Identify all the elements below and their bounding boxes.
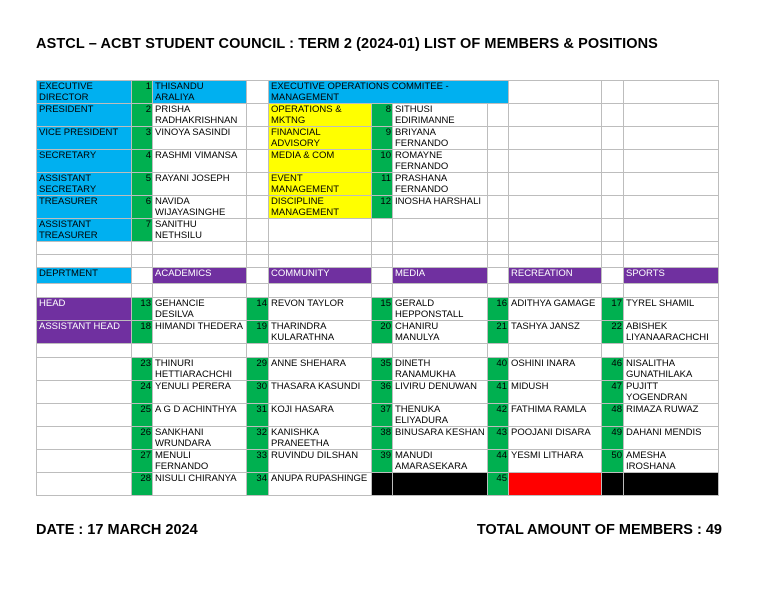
total-members-text: TOTAL AMOUNT OF MEMBERS : 49	[476, 522, 722, 538]
member-number: 48	[602, 404, 624, 427]
member-number: 35	[372, 358, 393, 381]
member-name: ANNE SHEHARA	[269, 358, 372, 381]
position-cell: SECRETARY	[37, 150, 132, 173]
assistant-head-row	[37, 321, 719, 344]
member-number: 12	[372, 196, 393, 219]
member-number: 50	[602, 450, 624, 473]
member-number: 18	[132, 321, 153, 344]
table-row	[37, 104, 719, 127]
table-row	[37, 219, 719, 242]
member-number: 43	[488, 427, 509, 450]
member-number: 46	[602, 358, 624, 381]
member-number: 26	[132, 427, 153, 450]
member-name: NISALITHA GUNATHILAKA	[624, 358, 719, 381]
position-cell: TREASURER	[37, 196, 132, 219]
member-name: RUVINDU DILSHAN	[269, 450, 372, 473]
member-number: 7	[132, 219, 153, 242]
member-name: PRASHANA FERNANDO	[393, 173, 488, 196]
member-number: 45	[488, 473, 509, 496]
member-number: 37	[372, 404, 393, 427]
member-name: TASHYA JANSZ	[509, 321, 602, 344]
empty-slot	[624, 473, 719, 496]
position-cell: MEDIA & COM	[269, 150, 372, 173]
empty-slot	[393, 473, 488, 496]
position-cell: EXECUTIVE DIRECTOR	[37, 81, 132, 104]
member-number: 40	[488, 358, 509, 381]
member-name: THASARA KASUNDI	[269, 381, 372, 404]
member-number: 20	[372, 321, 393, 344]
position-cell: EVENT MANAGEMENT	[269, 173, 372, 196]
member-number: 1	[132, 81, 153, 104]
member-number: 6	[132, 196, 153, 219]
position-cell: OPERATIONS & MKTNG	[269, 104, 372, 127]
member-name: MENULI FERNANDO	[153, 450, 247, 473]
member-name: DAHANI MENDIS	[624, 427, 719, 450]
member-number: 28	[132, 473, 153, 496]
member-name: OSHINI INARA	[509, 358, 602, 381]
table-row	[37, 473, 719, 496]
member-number: 47	[602, 381, 624, 404]
member-name: PUJITT YOGENDRAN	[624, 381, 719, 404]
member-number: 17	[602, 298, 624, 321]
department-community: COMMUNITY	[269, 268, 372, 284]
table-row	[37, 127, 719, 150]
management-header: EXECUTIVE OPERATIONS COMMITEE - MANAGEMENT	[269, 81, 509, 104]
member-number: 16	[488, 298, 509, 321]
member-number: 41	[488, 381, 509, 404]
member-name: VINOYA SASINDI	[153, 127, 247, 150]
member-name: ABISHEK LIYANAARACHCHI	[624, 321, 719, 344]
assistant-head-label: ASSISTANT HEAD	[37, 321, 132, 344]
member-number: 8	[372, 104, 393, 127]
member-number: 42	[488, 404, 509, 427]
member-number: 36	[372, 381, 393, 404]
member-name: ROMAYNE FERNANDO	[393, 150, 488, 173]
table-row	[37, 196, 719, 219]
member-name: MIDUSH	[509, 381, 602, 404]
member-number: 38	[372, 427, 393, 450]
member-number: 19	[247, 321, 269, 344]
member-number: 30	[247, 381, 269, 404]
page-title: ASTCL – ACBT STUDENT COUNCIL : TERM 2 (2024-01) LIST OF MEMBERS & POSITIONS	[36, 36, 658, 52]
member-name: DINETH RANAMUKHA	[393, 358, 488, 381]
department-recreation: RECREATION	[509, 268, 602, 284]
member-name: RAYANI JOSEPH	[153, 173, 247, 196]
member-number: 25	[132, 404, 153, 427]
member-number: 14	[247, 298, 269, 321]
head-label: HEAD	[37, 298, 132, 321]
table-row	[37, 150, 719, 173]
member-number: 31	[247, 404, 269, 427]
member-number: 32	[247, 427, 269, 450]
member-name: INOSHA HARSHALI	[393, 196, 488, 219]
member-number: 15	[372, 298, 393, 321]
position-cell: ASSISTANT SECRETARY	[37, 173, 132, 196]
member-number: 44	[488, 450, 509, 473]
member-number: 33	[247, 450, 269, 473]
member-name: RASHMI VIMANSA	[153, 150, 247, 173]
member-name: KOJI HASARA	[269, 404, 372, 427]
position-cell: FINANCIAL ADVISORY	[269, 127, 372, 150]
member-name: YENULI PERERA	[153, 381, 247, 404]
member-name: SANITHU NETHSILU	[153, 219, 247, 242]
member-number: 34	[247, 473, 269, 496]
member-number: 9	[372, 127, 393, 150]
department-sports: SPORTS	[624, 268, 719, 284]
table-row	[37, 173, 719, 196]
member-name: HIMANDI THEDERA	[153, 321, 247, 344]
table-row	[37, 381, 719, 404]
position-cell: VICE PRESIDENT	[37, 127, 132, 150]
empty-slot	[372, 473, 393, 496]
member-name: GEHANCIE DESILVA	[153, 298, 247, 321]
member-name: THENUKA ELIYADURA	[393, 404, 488, 427]
member-name: ANUPA RUPASHINGE	[269, 473, 372, 496]
member-number: 24	[132, 381, 153, 404]
member-name: BINUSARA KESHAN	[393, 427, 488, 450]
member-number: 39	[372, 450, 393, 473]
member-name: MANUDI AMARASEKARA	[393, 450, 488, 473]
member-name: LIVIRU DENUWAN	[393, 381, 488, 404]
member-name: REVON TAYLOR	[269, 298, 372, 321]
member-number: 22	[602, 321, 624, 344]
position-cell: ASSISTANT TREASURER	[37, 219, 132, 242]
member-number: 2	[132, 104, 153, 127]
member-name: GERALD HEPPONSTALL	[393, 298, 488, 321]
member-name: RIMAZA RUWAZ	[624, 404, 719, 427]
member-number: 5	[132, 173, 153, 196]
member-number: 11	[372, 173, 393, 196]
member-name: NAVIDA WIJAYASINGHE	[153, 196, 247, 219]
member-number: 10	[372, 150, 393, 173]
member-number: 27	[132, 450, 153, 473]
table-row	[37, 450, 719, 473]
member-number: 29	[247, 358, 269, 381]
department-academics: ACADEMICS	[153, 268, 247, 284]
member-name: BRIYANA FERNANDO	[393, 127, 488, 150]
table-row	[37, 427, 719, 450]
member-name: SANKHANI WRUNDARA	[153, 427, 247, 450]
member-name: POOJANI DISARA	[509, 427, 602, 450]
member-name: ADITHYA GAMAGE	[509, 298, 602, 321]
member-number: 21	[488, 321, 509, 344]
member-name: THARINDRA KULARATHNA	[269, 321, 372, 344]
member-number: 4	[132, 150, 153, 173]
member-name: CHANIRU MANULYA	[393, 321, 488, 344]
position-cell: PRESIDENT	[37, 104, 132, 127]
member-number: 13	[132, 298, 153, 321]
department-header-row	[37, 268, 719, 284]
department-media: MEDIA	[393, 268, 488, 284]
member-name: NISULI CHIRANYA	[153, 473, 247, 496]
member-number: 23	[132, 358, 153, 381]
table-row	[37, 358, 719, 381]
table-row	[37, 404, 719, 427]
members-table	[36, 80, 719, 496]
member-name: THINURI HETTIARACHCHI	[153, 358, 247, 381]
member-number: 3	[132, 127, 153, 150]
department-label: DEPRTMENT	[37, 268, 132, 284]
date-text: DATE : 17 MARCH 2024	[36, 522, 198, 538]
member-name: THISANDU ARALIYA	[153, 81, 247, 104]
member-name: FATHIMA RAMLA	[509, 404, 602, 427]
member-number: 49	[602, 427, 624, 450]
empty-slot	[602, 473, 624, 496]
member-name: PRISHA RADHAKRISHNAN	[153, 104, 247, 127]
position-cell: DISCIPLINE MANAGEMENT	[269, 196, 372, 219]
member-name: KANISHKA PRANEETHA	[269, 427, 372, 450]
head-row	[37, 298, 719, 321]
member-name: AMESHA IROSHANA	[624, 450, 719, 473]
table-row	[37, 81, 719, 104]
member-name: A G D ACHINTHYA	[153, 404, 247, 427]
member-name: YESMI LITHARA	[509, 450, 602, 473]
member-name: SITHUSI EDIRIMANNE	[393, 104, 488, 127]
member-name: TYREL SHAMIL	[624, 298, 719, 321]
vacant-slot	[509, 473, 602, 496]
